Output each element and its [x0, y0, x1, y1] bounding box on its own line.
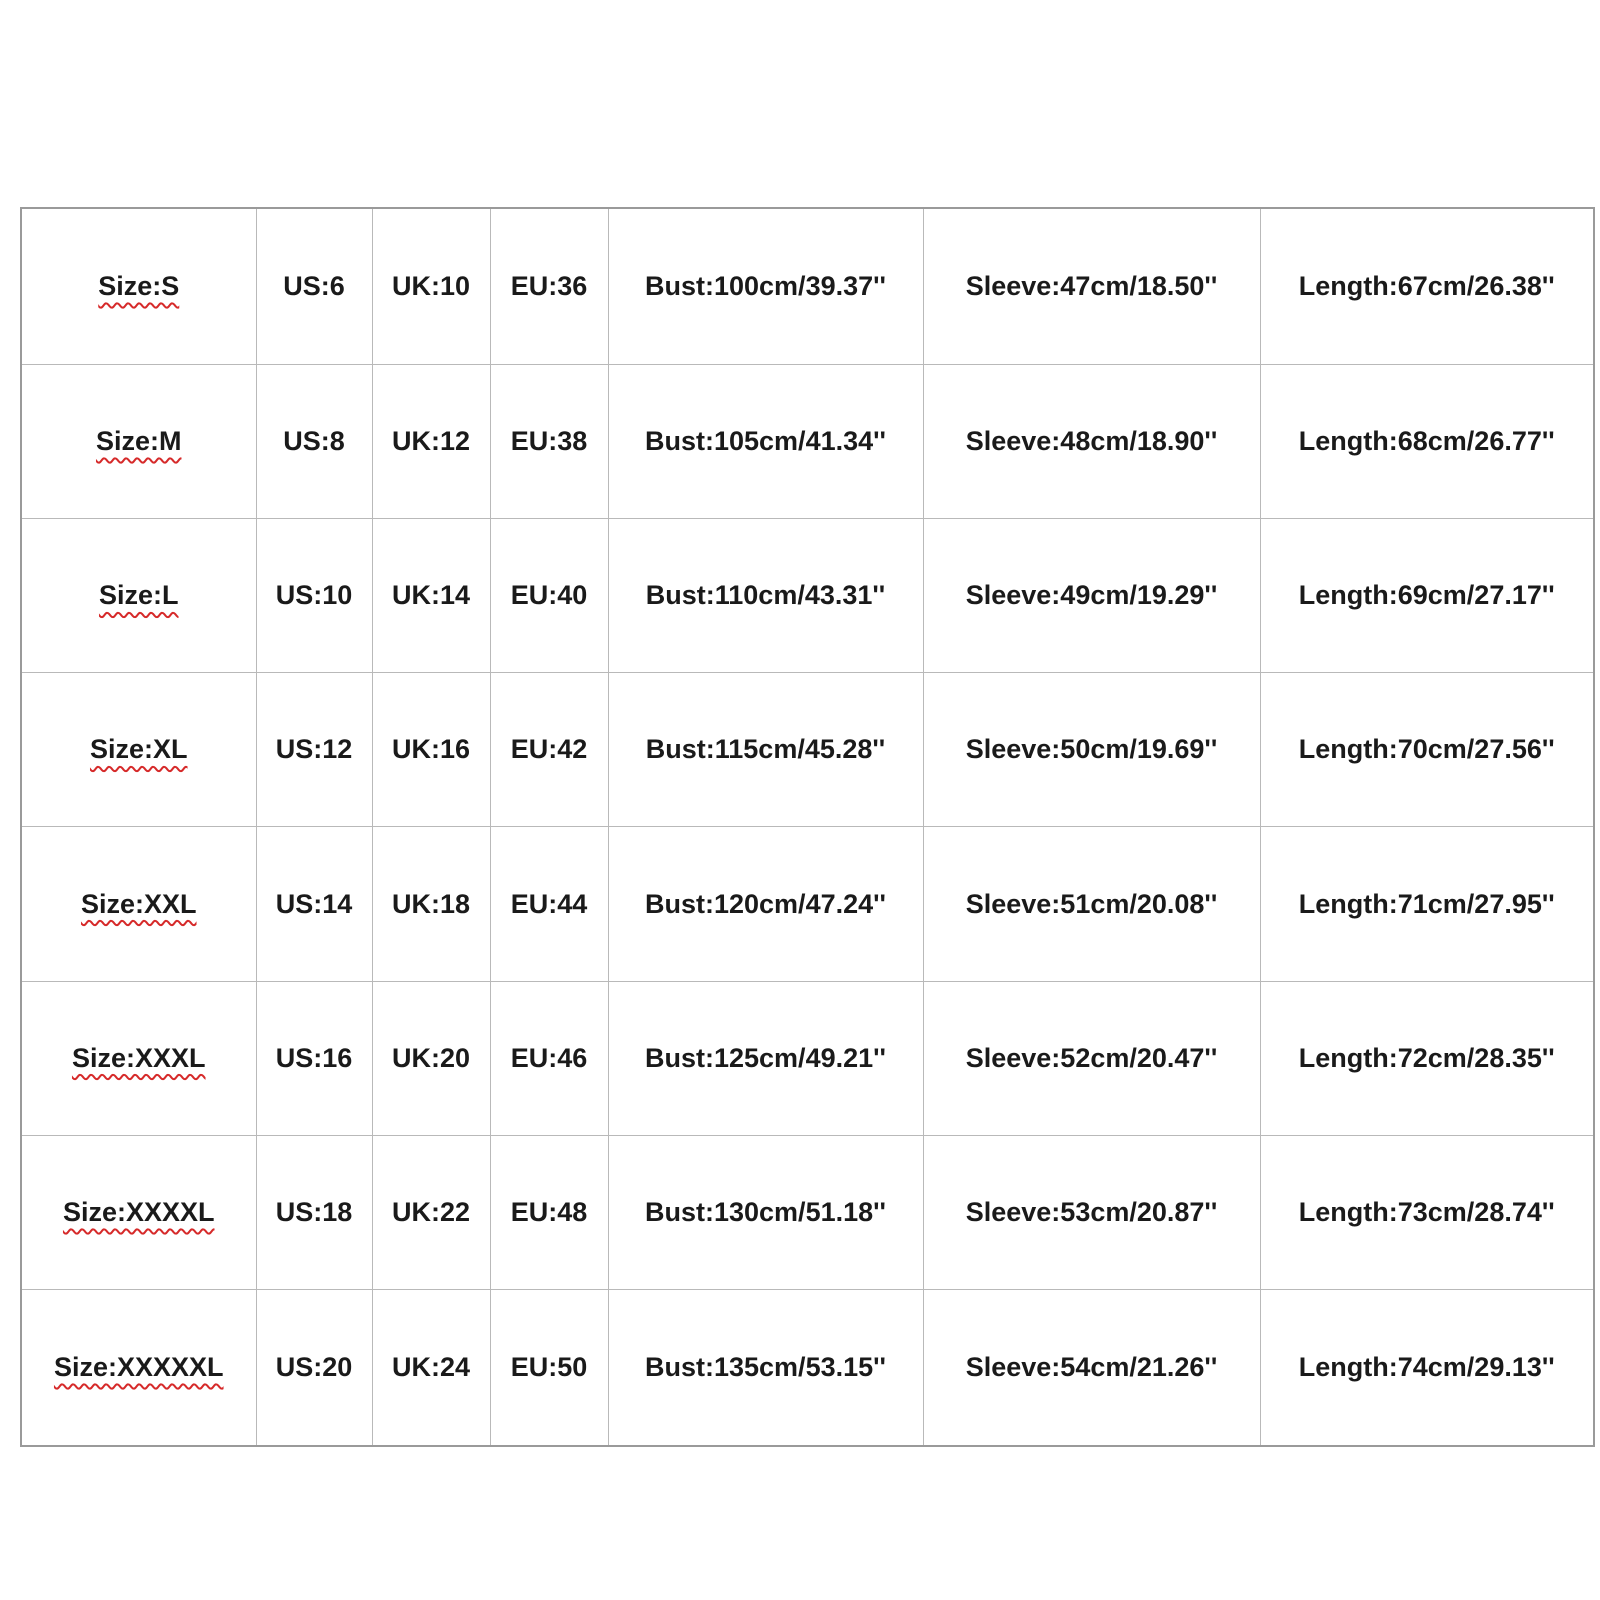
size-cell: [21, 673, 256, 827]
uk-size-cell: UK:18: [372, 827, 490, 981]
uk-size-cell: UK:14: [372, 519, 490, 673]
size-chart-table: [20, 207, 1595, 1447]
us-size-cell: US:8: [256, 365, 372, 519]
us-size-cell: US:16: [256, 981, 372, 1135]
uk-size-cell: UK:16: [372, 673, 490, 827]
eu-size-cell: EU:40: [490, 519, 608, 673]
us-size-cell: US:18: [256, 1135, 372, 1289]
bust-cell: Bust:120cm/47.24'': [608, 827, 923, 981]
us-size-cell: US:12: [256, 673, 372, 827]
sleeve-cell: Sleeve:48cm/18.90'': [923, 365, 1260, 519]
table-row: [21, 827, 1594, 981]
eu-size-cell: EU:44: [490, 827, 608, 981]
uk-size-cell: UK:10: [372, 208, 490, 365]
table-row: [21, 365, 1594, 519]
uk-size-cell: UK:20: [372, 981, 490, 1135]
table-row: [21, 519, 1594, 673]
size-cell: [21, 365, 256, 519]
sleeve-cell: Sleeve:54cm/21.26'': [923, 1289, 1260, 1446]
eu-size-cell: EU:36: [490, 208, 608, 365]
bust-cell: Bust:130cm/51.18'': [608, 1135, 923, 1289]
eu-size-cell: EU:42: [490, 673, 608, 827]
size-label: Size:XXXXL: [62, 1196, 215, 1227]
us-size-cell: US:14: [256, 827, 372, 981]
sleeve-cell: Sleeve:49cm/19.29'': [923, 519, 1260, 673]
size-label: Size:XL: [89, 734, 188, 765]
bust-cell: Bust:125cm/49.21'': [608, 981, 923, 1135]
table-row: [21, 673, 1594, 827]
size-cell: [21, 827, 256, 981]
length-cell: Length:71cm/27.95'': [1260, 827, 1594, 981]
size-cell: [21, 519, 256, 673]
length-cell: Length:73cm/28.74'': [1260, 1135, 1594, 1289]
size-cell: [21, 1289, 256, 1446]
length-cell: Length:69cm/27.17'': [1260, 519, 1594, 673]
bust-cell: Bust:100cm/39.37'': [608, 208, 923, 365]
bust-cell: Bust:135cm/53.15'': [608, 1289, 923, 1446]
size-cell: [21, 1135, 256, 1289]
table-row: [21, 981, 1594, 1135]
size-label: Size:XXL: [80, 888, 197, 919]
eu-size-cell: EU:50: [490, 1289, 608, 1446]
us-size-cell: US:6: [256, 208, 372, 365]
table-row: [21, 1135, 1594, 1289]
size-label: Size:M: [95, 426, 182, 457]
size-cell: [21, 981, 256, 1135]
bust-cell: Bust:115cm/45.28'': [608, 673, 923, 827]
length-cell: Length:68cm/26.77'': [1260, 365, 1594, 519]
bust-cell: Bust:105cm/41.34'': [608, 365, 923, 519]
us-size-cell: US:10: [256, 519, 372, 673]
size-label: Size:L: [98, 580, 179, 611]
uk-size-cell: UK:24: [372, 1289, 490, 1446]
length-cell: Length:72cm/28.35'': [1260, 981, 1594, 1135]
uk-size-cell: UK:22: [372, 1135, 490, 1289]
sleeve-cell: Sleeve:47cm/18.50'': [923, 208, 1260, 365]
eu-size-cell: EU:38: [490, 365, 608, 519]
us-size-cell: US:20: [256, 1289, 372, 1446]
size-label: Size:S: [98, 271, 180, 302]
table-row: [21, 1289, 1594, 1446]
sleeve-cell: Sleeve:53cm/20.87'': [923, 1135, 1260, 1289]
size-label: Size:XXXXXL: [53, 1351, 224, 1382]
size-label: Size:XXXL: [71, 1042, 206, 1073]
eu-size-cell: EU:48: [490, 1135, 608, 1289]
sleeve-cell: Sleeve:50cm/19.69'': [923, 673, 1260, 827]
length-cell: Length:74cm/29.13'': [1260, 1289, 1594, 1446]
length-cell: Length:67cm/26.38'': [1260, 208, 1594, 365]
sleeve-cell: Sleeve:51cm/20.08'': [923, 827, 1260, 981]
size-cell: [21, 208, 256, 365]
eu-size-cell: EU:46: [490, 981, 608, 1135]
length-cell: Length:70cm/27.56'': [1260, 673, 1594, 827]
uk-size-cell: UK:12: [372, 365, 490, 519]
bust-cell: Bust:110cm/43.31'': [608, 519, 923, 673]
sleeve-cell: Sleeve:52cm/20.47'': [923, 981, 1260, 1135]
table-row: [21, 208, 1594, 365]
